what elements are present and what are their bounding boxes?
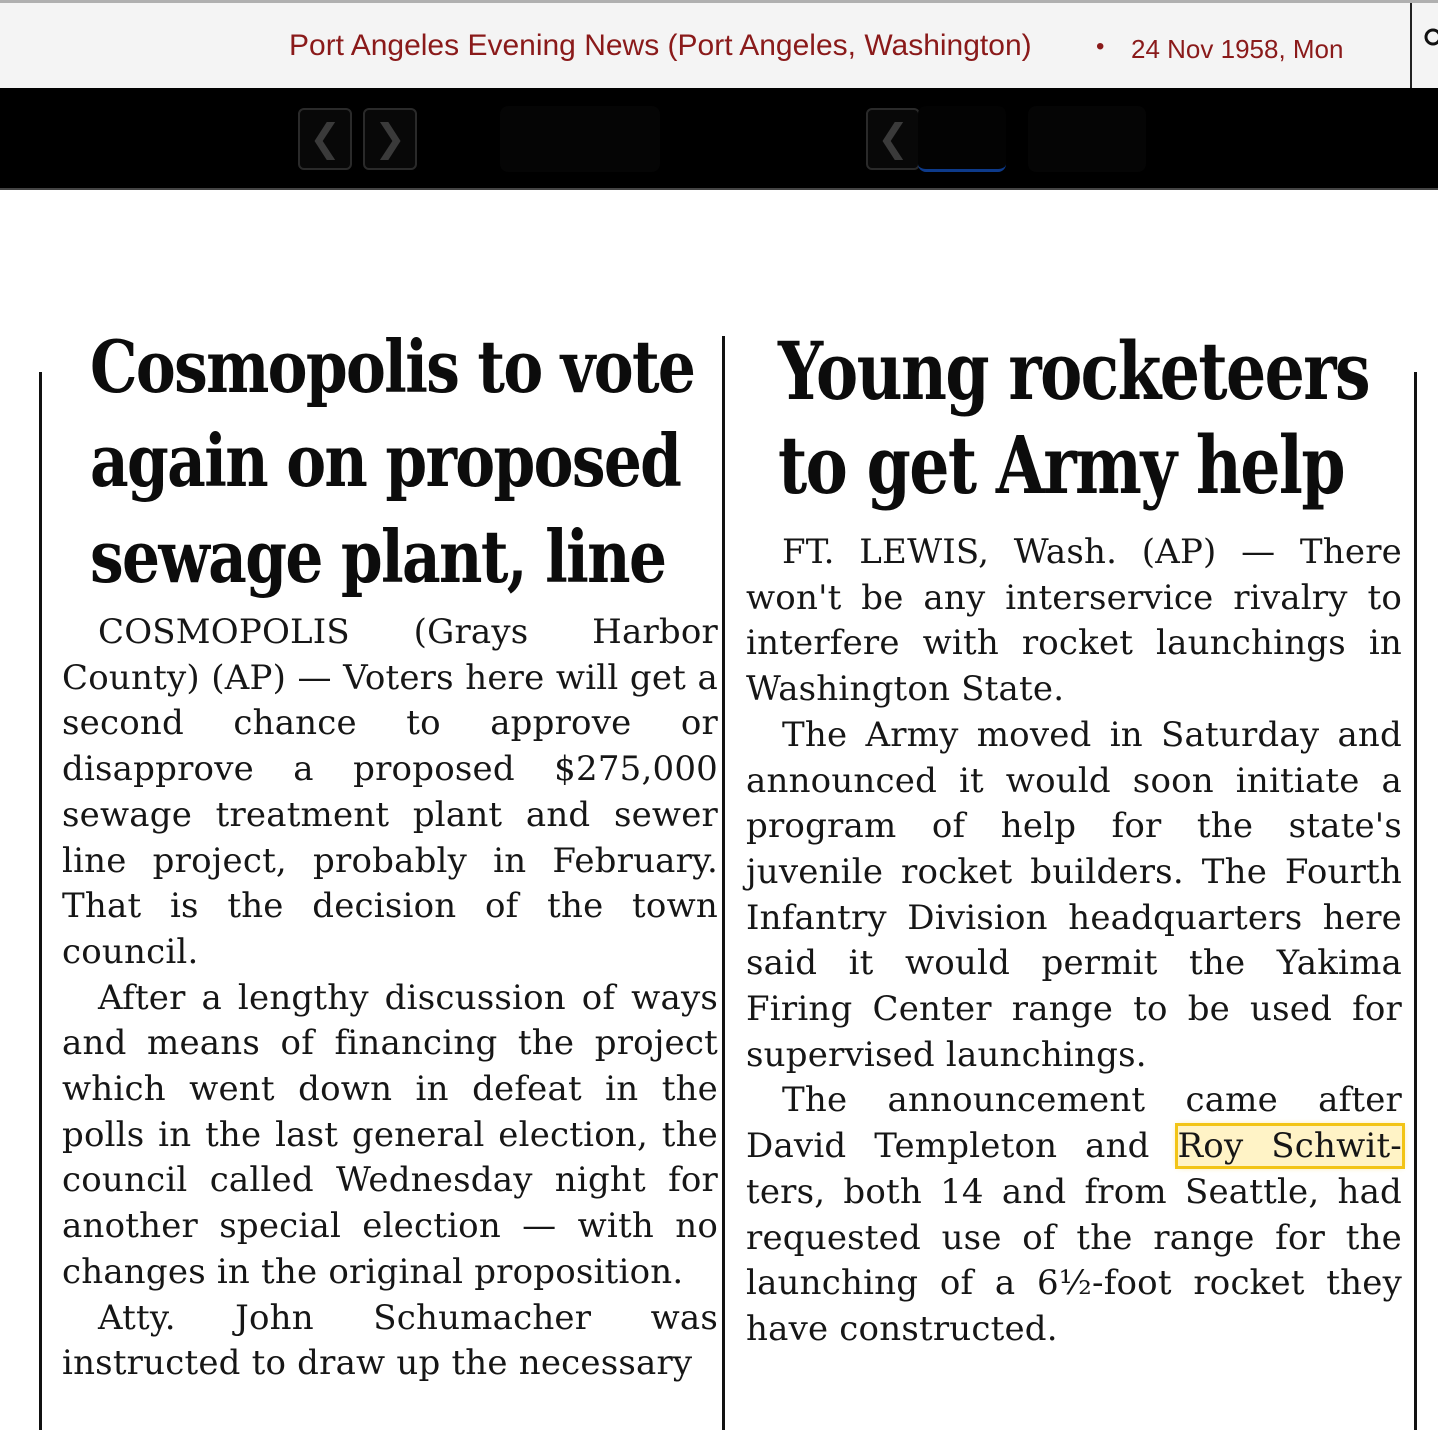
chevron-left-icon: ❮ (877, 116, 909, 160)
title-separator: • (1096, 33, 1105, 60)
next-page-button[interactable] (363, 108, 417, 170)
headline-left-line2: again on proposed (90, 418, 681, 503)
headline-left-line1: Cosmopolis to vote (90, 324, 695, 409)
chevron-right-icon: ❯ (374, 116, 406, 160)
header-divider (1410, 3, 1412, 91)
column-rule-left (39, 372, 42, 1430)
headline-right-line2: to get Army help (778, 418, 1344, 512)
article-left-paragraph: Atty. John Schumacher was instructed to draw up the necessary (62, 1297, 718, 1384)
previous-page-button[interactable] (298, 108, 352, 170)
active-tool-button[interactable] (918, 106, 1006, 172)
headline-left-line3: sewage plant, line (90, 514, 666, 599)
viewer-toolbar (0, 88, 1438, 190)
search-match-highlight[interactable]: Roy Schwit- (1177, 1126, 1402, 1167)
column-rule-right (1414, 372, 1417, 1430)
article-right-paragraph: FT. LEWIS, Wash. (AP) — There won't be any interservice rivalry to interfere with rocket launchings in Washington State. (746, 532, 1402, 710)
chevron-left-icon: ❮ (309, 116, 341, 160)
article-right-paragraph: The Army moved in Saturday and announced it would soon initiate a program of help for the state's juvenile rocket builders. The Fourth Infantry Division headquarters here said it would permit the Yakima Firing Center range to be used for supervised launchings. (746, 714, 1402, 1075)
paragraph-text: The announcement came after David Templeton and (746, 1080, 1402, 1167)
toolbar-control[interactable] (500, 106, 660, 172)
article-left-paragraph: COSMOPOLIS (Grays Harbor County) (AP) — Voters here will get a second chance to approve or disapprove a proposed $275,000 sewage treatment plant and sewer line project, probably in February. That is the decision of the town council. (62, 612, 718, 972)
article-left-body (62, 610, 718, 1387)
article-right-paragraph-3 (746, 1078, 1402, 1352)
column-rule-center (722, 336, 725, 1430)
toolbar-control[interactable] (1028, 106, 1146, 172)
search-icon[interactable] (1423, 27, 1438, 49)
article-right-body (746, 530, 1402, 1353)
article-left-paragraph: After a lengthy discussion of ways and means of financing the project which went down in defeat in the polls in the last general election, the council called Wednesday night for another special election — with no changes in the original proposition. (62, 977, 718, 1292)
previous-clip-button[interactable] (866, 108, 920, 170)
viewer-header (0, 0, 1438, 88)
publication-date[interactable]: 24 Nov 1958, Mon (1131, 34, 1344, 64)
newspaper-clipping (0, 190, 1438, 1430)
headline-right-line1: Young rocketeers (778, 324, 1370, 418)
paragraph-text: ters, both 14 and from Seattle, had requested use of the range for the launching of a 6½-foot rocket they have constructed. (746, 1171, 1402, 1349)
publication-title[interactable]: Port Angeles Evening News (Port Angeles, Washington) (289, 29, 1032, 62)
